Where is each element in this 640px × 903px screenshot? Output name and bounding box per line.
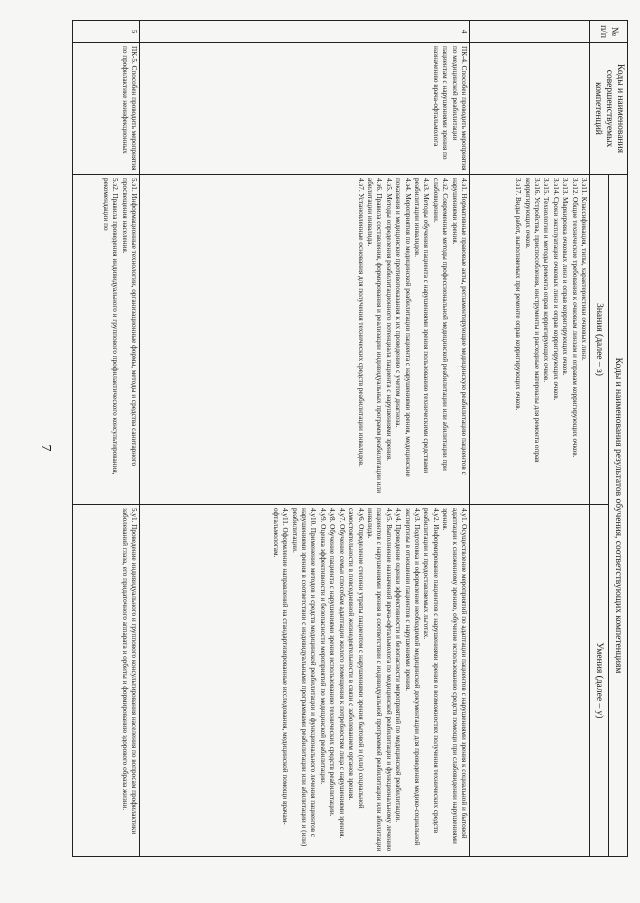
header-knowledge: Знания (далее – з) [590, 175, 609, 505]
row-skills [140, 505, 470, 857]
row-num: 5 [73, 21, 140, 43]
row-knowledge [73, 175, 140, 505]
page-number: 7 [38, 444, 53, 452]
skill-item: 5.у1. Проведение индивидуального и группового консультирования населения по вопросам профилактики заболеваний глаза, его придаточного аппарата и орбиты и формированию здорового образа жизни. [120, 508, 138, 835]
knowledge-item: 3.з12. Общие технические требования к очковым линзам и оправам корригирующих очков. [570, 178, 579, 458]
header-results: Коды и наименования результатов обучения, соответствующих компетенциям [609, 175, 628, 857]
knowledge-item: 4.з6. Правила составления, формирования и реализации индивидуальных программ реабилитации или абилитации инвалида. [365, 178, 384, 494]
row-competence: ПК-5. Способен проводить мероприятия по профилактике неинфекционных [73, 43, 140, 175]
skill-item: 4.у9. Оценка эффективности и безопасности мероприятий по медицинской реабилитации. [318, 508, 327, 785]
knowledge-item: 3.з14. Сроки эксплуатации очковых линз и оправ корригирующих очков. [551, 178, 560, 401]
row-knowledge [140, 175, 470, 505]
knowledge-item: 4.з2. Современные методы профессиональной медицинской реабилитации или абилитации при слабовидении. [431, 178, 450, 471]
header-num: № п/п [590, 21, 628, 43]
knowledge-item: 4.з1. Нормативные правовые акты, регламентирующие медицинскую реабилитацию пациентов с нарушениями зрения. [450, 178, 468, 475]
knowledge-item: 3.з11. Классификация, типы, характеристики очковых линз. [580, 178, 588, 361]
table-row [73, 21, 140, 857]
knowledge-item: 3.з17. Виды работ, выполняемых при ремонте оправ корригирующих очков. [514, 178, 523, 411]
skill-item: 4.у11. Оформление направлений на стандартизированные исследования, медицинской помощи врачам-офтальмологам. [271, 508, 290, 825]
knowledge-item: 4.з5. Методы определения реабилитационного потенциала пациента с нарушениями зрения. [384, 178, 393, 461]
knowledge-item: 5.з2. Правила проведения индивидуального и группового профилактического консультирования, рекомендации по [101, 178, 120, 475]
knowledge-item: 3.з15. Технологии и методы ремонта оправ корригирующих очков. [542, 178, 551, 382]
competence-table [72, 20, 628, 857]
rotated-table-container [72, 20, 628, 856]
knowledge-item: 3.з13. Маркировка очковых линз и оправ корригирующих очков. [561, 178, 570, 376]
skill-item: 4.у8. Обучение пациента с нарушениями зрения использованию технических средств реабилитации. [328, 508, 337, 817]
skill-item: 4.у10. Применение методов и средств медицинской реабилитации и функционального лечения пациентов с нарушениями зрения в соответствии с индивидуальными программами реабилитации или абилитации и (или) реабилитации. [290, 508, 318, 847]
skill-item: 4.у6. Определение степени утраты пациентом с нарушениями зрения бытовой и (или) социальной самостоятельности в повседневной жизнедеятельности в связи с заболеванием органов зрения. [347, 508, 365, 809]
row-num: 4 [140, 21, 470, 43]
header-competence: Коды и наименования совершенствуемых компетенций [590, 43, 628, 175]
row-knowledge [470, 175, 590, 505]
table-row [140, 21, 470, 857]
skill-item: 4.у3. Подготовка и оформление необходимой медицинской документации для проведения медико-социальной экспертизы в отношении пациентов с нарушениями зрения. [403, 508, 421, 846]
knowledge-item: 4.з3. Методы обучения пациента с нарушениями зрения пользованию техническими средствами реабилитации инвалидов. [412, 178, 431, 474]
row-skills [73, 505, 140, 857]
row-num [470, 21, 590, 43]
skill-item: 4.у7. Обучение семьи способам адаптации жилого помещения к потребностям лица с нарушениями зрения. [337, 508, 346, 839]
knowledge-item: 3.з16. Устройства, приспособления, инструменты и расходные материалы для ремонта оправ корригирующих очков. [523, 178, 541, 463]
table-row [470, 21, 590, 857]
knowledge-item: 4.з7. Установленные основания для получения технических средств реабилитации инвалидов. [356, 178, 365, 467]
row-skills [470, 505, 590, 857]
row-competence [470, 43, 590, 175]
row-competence: ПК-4. Способен проводить мероприятия по медицинской реабилитации пациентам с нарушениями зрения по назначению врача-офтальмолога [140, 43, 470, 175]
skill-item: 4.у1. Осуществление мероприятий по адаптации пациентов с нарушениями зрения к социальной и бытовой адаптации к сниженному зрению, обучение использованию средств помощи при слабовидении нарушениями зрения. [441, 508, 468, 844]
header-skills: Умения (далее – у) [590, 505, 609, 857]
knowledge-item: 4.з4. Мероприятия по медицинской реабилитации пациента с нарушениями зрения, медицинские показания и медицинские противопоказания к их проведению с учетом диагноза. [394, 178, 412, 477]
skill-item: 4.у2. Информирование пациентов с нарушениями зрения о возможностях получения технических средств реабилитации и предоставляемых льготах. [422, 508, 440, 834]
knowledge-item: 5.з1. Информационные технологии, организационные формы, методы и средства санитарного просвещения населения. [120, 178, 138, 467]
skill-item: 4.у4. Проведение оценки эффективности и безопасности мероприятий по медицинской реабилитации. [394, 508, 403, 823]
skill-item: 4.у5. Выполнение назначений врача-офтальмолога по медицинской реабилитации и функциональному лечению пациентов с нарушениями зрения в соответствии с индивидуальной программой реабилитации или абилитации инвалида. [365, 508, 393, 852]
